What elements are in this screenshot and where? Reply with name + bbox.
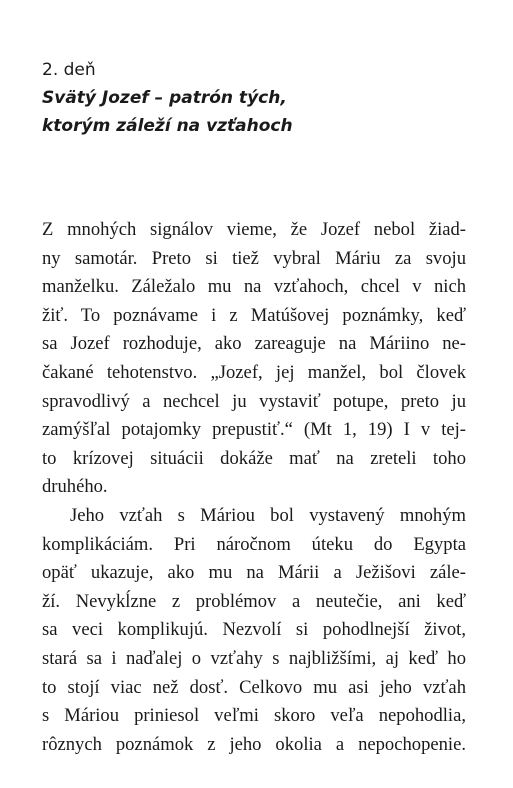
text-line: sa Jozef rozhoduje, ako zareaguje na Máriino ne- xyxy=(42,333,466,355)
chapter-number: 2. deň xyxy=(42,60,96,80)
text-line: druhého. xyxy=(42,476,108,498)
chapter-header xyxy=(42,56,482,140)
text-line: to krízovej situácii dokáže mať na zreteli toho xyxy=(42,447,466,469)
text-line: žiť. To poznávame i z Matúšovej poznámky, keď xyxy=(42,304,466,326)
paragraph-1 xyxy=(42,216,466,502)
text-line: manželku. Záležalo mu na vzťahoch, chcel v nich xyxy=(42,276,466,298)
text-line: rôznych poznámok z jeho okolia a nepochopenie. xyxy=(42,733,466,755)
text-line: Jeho vzťah s Máriou bol vystavený mnohým xyxy=(70,504,466,526)
paragraph-2 xyxy=(42,502,466,759)
text-line: stará sa i naďalej o vzťahy s najbližšími, aj keď ho xyxy=(42,647,466,669)
text-line: sa veci komplikujú. Nezvolí si pohodlnejší život, xyxy=(42,619,466,641)
text-line: ny samotár. Preto si tiež vybral Máriu za svoju xyxy=(42,247,466,269)
chapter-title xyxy=(42,84,482,140)
text-line: opäť ukazuje, ako mu na Márii a Ježišovi zále- xyxy=(42,562,466,584)
text-line: čakané tehotenstvo. „Jozef, jej manžel, bol človek xyxy=(42,361,466,383)
chapter-title-line-2: ktorým záleží na vzťahoch xyxy=(42,116,293,136)
body-text xyxy=(42,216,466,759)
text-line: zamýšľal potajomky prepustiť.“ (Mt 1, 19) I v tej- xyxy=(42,419,466,441)
text-line: komplikáciám. Pri náročnom úteku do Egypta xyxy=(42,533,466,555)
text-line: ží. Nevykĺzne z problémov a neutečie, ani keď xyxy=(42,590,466,612)
text-line: spravodlivý a nechcel ju vystaviť potupe, preto ju xyxy=(42,390,466,412)
text-line: s Máriou priniesol veľmi skoro veľa nepohodlia, xyxy=(42,705,466,727)
text-line: to stojí viac než dosť. Celkovo mu asi jeho vzťah xyxy=(42,676,466,698)
chapter-title-line-1: Svätý Jozef – patrón tých, xyxy=(42,88,287,108)
text-line: Z mnohých signálov vieme, že Jozef nebol žiad- xyxy=(42,219,466,240)
